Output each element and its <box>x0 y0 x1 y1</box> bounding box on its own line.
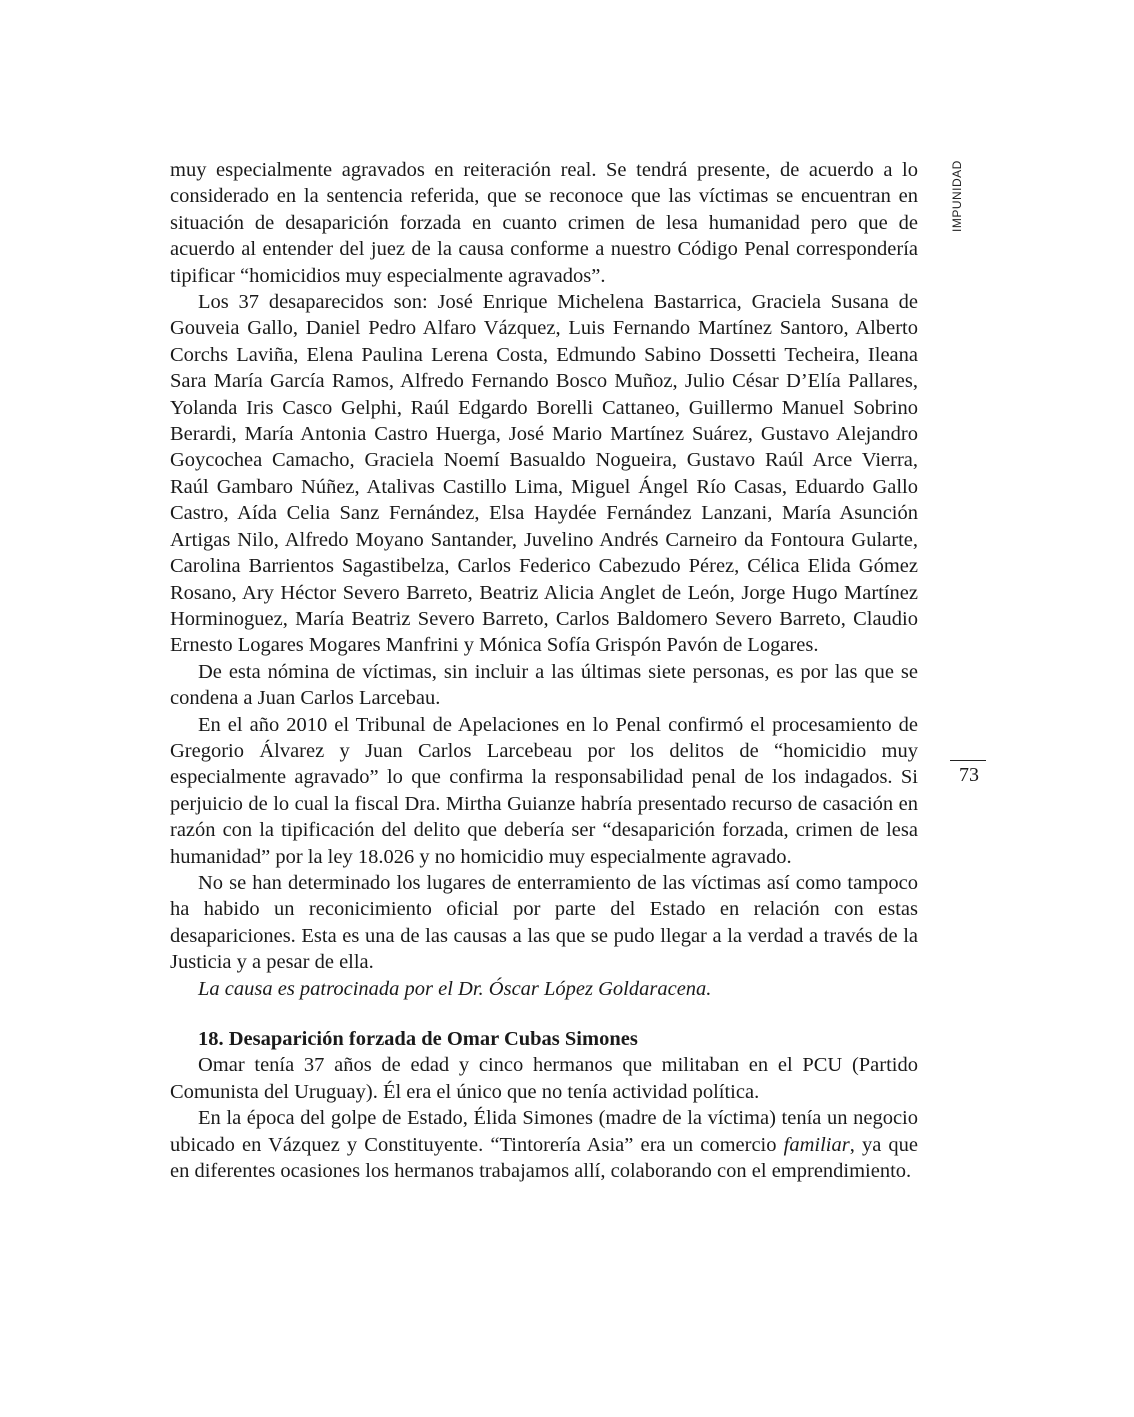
family-business-text-end: , ya que en diferentes ocasiones los hermanos trabajamos allí, colaborando con el emprendimiento. <box>170 1133 918 1183</box>
paragraph-omar-age: Omar tenía 37 años de edad y cinco hermanos que militaban en el PCU (Partido Comunista del Uruguay). Él era el único que no tenía actividad política. <box>170 1054 918 1103</box>
paragraph-family-business <box>170 1105 918 1184</box>
paragraph-case-credit: La causa es patrocinada por el Dr. Óscar López Goldaracena. <box>198 977 712 1000</box>
paragraph-condemnation: De esta nómina de víctimas, sin incluir a las últimas siete personas, es por las que se condena a Juan Carlos Larcebau. <box>170 660 918 710</box>
section-heading: 18. Desaparición forzada de Omar Cubas Simones <box>198 1028 638 1050</box>
page-number: 73 <box>959 764 979 786</box>
page-number-rule <box>950 760 986 761</box>
family-business-text-start: En la época del golpe de Estado, Élida Simones (madre de la víctima) tenía un negocio ubicado en Vázquez y Constituyente. “Tintorería Asia” era un comercio <box>170 1107 918 1156</box>
paragraph-sentence-continuation: muy especialmente agravados en reiteración real. Se tendrá presente, de acuerdo a lo considerado en la sentencia referida, que se reconoce que las víctimas se encuentran en situación de desaparición forzada en cuanto crimen de lesa humanidad pero que de acuerdo al entender del juez de la causa conforme a nuestro Código Penal correspondería tipificar “homicidios muy especialmente agravados”. <box>170 159 918 287</box>
paragraph-burial-sites: No se han determinado los lugares de enterramiento de las víctimas así como tampoco ha habido un reconicimiento oficial por parte del Estado en relación con estas desapariciones. Esta es una de las causas a las que se pudo llegar a la verdad a través de la Justicia y a pesar de ella. <box>170 871 918 974</box>
paragraph-appeals-court: En el año 2010 el Tribunal de Apelaciones en lo Penal confirmó el procesamiento de Gregorio Álvarez y Juan Carlos Larcebeau por los delitos de “homicidio muy especialmente agravado” lo que confirma la responsabilidad penal de los indagados. Si perjuicio de lo cual la fiscal Dra. Mirtha Guianze habría presentado recurso de casación en razón con la tipificación del delito que debería ser “desaparición forzada, crimen de lesa humanidad” por la ley 18.026 y no homicidio muy especialmente agravado. <box>170 713 918 868</box>
family-business-italic-word: familiar <box>783 1133 850 1156</box>
paragraph-victims-list: Los 37 desaparecidos son: José Enrique Michelena Bastarrica, Graciela Susana de Gouveia Gallo, Daniel Pedro Alfaro Vázquez, Luis Fernando Martínez Santoro, Alberto Corchs Laviña, Elena Paulina Lerena Costa, Edmundo Sabino Dossetti Techeira, Ileana Sara María García Ramos, Alfredo Fernando Bosco Muñoz, Julio César D’Elía Pallares, Yolanda Iris Casco Gelphi, Raúl Edgardo Borelli Cattaneo, Guillermo Manuel Sobrino Berardi, María Antonia Castro Huerga, José Mario Martínez Suárez, Gustavo Alejandro Goycochea Camacho, Graciela Noemí Basualdo Nogueira, Gustavo Raúl Arce Vierra, Raúl Gambaro Núñez, Atalivas Castillo Lima, Miguel Ángel Río Casas, Eduardo Gallo Castro, Aída Celia Sanz Fernández, Elsa Haydée Fernández Lanzani, María Asunción Artigas Nilo, Alfredo Moyano Santander, Juvelino Andrés Carneiro da Fontoura Gularte, Carolina Barrientos Sagastibelza, Carlos Federico Cabezudo Pérez, Célica Elida Gómez Rosano, Ary Héctor Severo Barreto, Beatriz Alicia Anglet de León, Jorge Hugo Martínez Horminoguez, María Beatriz Severo Barreto, Carlos Baldomero Severo Barreto, Claudio Ernesto Logares Mogares Manfrini y Mónica Sofía Grispón Pavón de Logares. <box>170 291 918 657</box>
body-text <box>170 157 918 1184</box>
running-head: IMPUNIDAD <box>950 160 964 232</box>
